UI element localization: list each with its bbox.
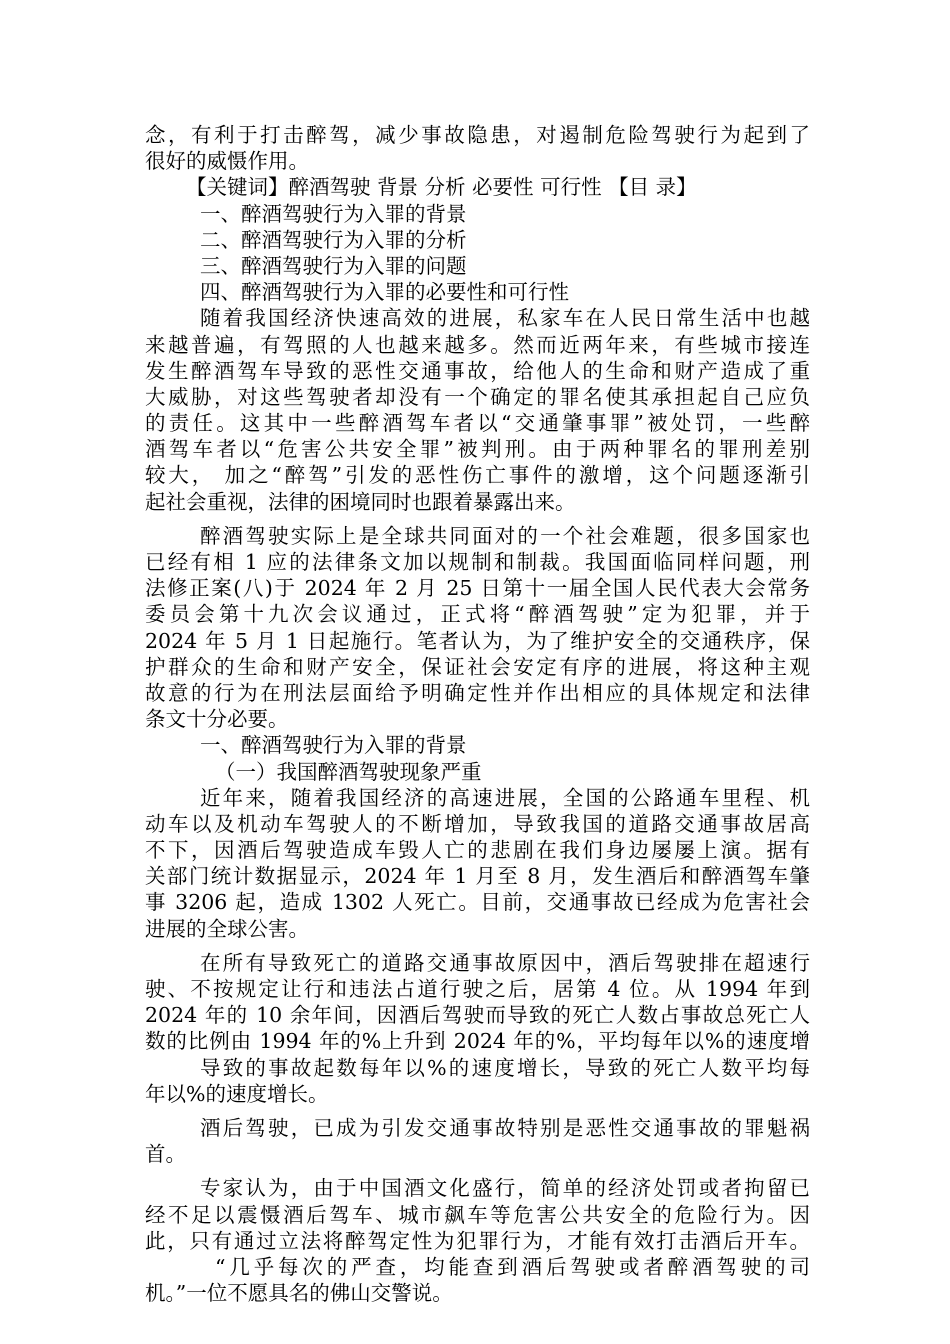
text-line: 专家认为，由于中国酒文化盛行，简单的经济处罚或者拘留已 <box>200 1176 810 1201</box>
text-line: 委员会第十九次会议通过，正式将“醉酒驾驶”定为犯罪，并于 <box>145 602 810 627</box>
text-line: 的责任。这其中一些醉酒驾车者以“交通肇事罪”被处罚，一些醉 <box>145 411 810 436</box>
text-line: 念，有利于打击醉驾，减少事故隐患，对遏制危险驾驶行为起到了 <box>145 123 810 147</box>
text-line: 醉酒驾驶实际上是全球共同面对的一个社会难题，很多国家也 <box>200 523 810 548</box>
text-line: 大威胁，对这些驾驶者却没有一个确定的罪名使其承担起自己应负 <box>145 384 810 409</box>
text-line: 导致的事故起数每年以%的速度增长，导致的死亡人数平均每 <box>200 1055 810 1080</box>
text-line: 事 3206 起，造成 1302 人死亡。目前，交通事故已经成为危害社会 <box>145 890 810 915</box>
section-heading: 一、醉酒驾驶行为入罪的背景 <box>200 733 467 758</box>
text-line: 护群众的生命和财产安全，保证社会安定有序的进展，将这种主观 <box>145 654 810 679</box>
text-line: 2024 年的 10 余年间，因酒后驾驶而导致的死亡人数占事故总死亡人 <box>145 1003 810 1028</box>
text-line: 首。 <box>145 1142 186 1167</box>
subsection-heading: （一）我国醉酒驾驶现象严重 <box>215 759 482 784</box>
text-line: 数的比例由 1994 年的%上升到 2024 年的%，平均每年以%的速度增 <box>145 1029 810 1054</box>
text-line: 酒后驾驶，已成为引发交通事故特别是恶性交通事故的罪魁祸 <box>200 1115 810 1140</box>
toc-item: 三、醉酒驾驶行为入罪的问题 <box>200 253 467 278</box>
text-line: 驶、不按规定让行和违法占道行驶之后，居第 4 位。从 1994 年到 <box>145 977 810 1001</box>
text-line: 酒驾车者以“危害公共安全罪”被判刑。由于两种罪名的罪刑差别 <box>145 437 810 462</box>
text-line: 已经有相 1 应的法律条文加以规制和制裁。我国面临同样问题，刑 <box>145 550 810 574</box>
text-line: 机。”一位不愿具名的佛山交警说。 <box>145 1281 453 1306</box>
text-line: 动车以及机动车驾驶人的不断增加，导致我国的道路交通事故居高 <box>145 811 810 836</box>
toc-item: 一、醉酒驾驶行为入罪的背景 <box>200 201 467 226</box>
text-line: 较大， 加之“醉驾”引发的恶性伤亡事件的激增，这个问题逐渐引 <box>145 463 810 488</box>
text-line: 进展的全球公害。 <box>145 916 309 941</box>
text-line: 随着我国经济快速高效的进展，私家车在人民日常生活中也越 <box>200 306 810 331</box>
text-line: “几乎每次的严查，均能查到酒后驾驶或者醉酒驾驶的司 <box>215 1254 810 1279</box>
text-line: 来越普遍，有驾照的人也越来越多。然而近两年来，有些城市接连 <box>145 332 810 357</box>
text-line: 关部门统计数据显示，2024 年 1 月至 8 月，发生酒后和醉酒驾车肇 <box>145 864 810 889</box>
text-line: 2024 年 5 月 1 日起施行。笔者认为，为了维护安全的交通秩序，保 <box>145 628 810 653</box>
text-line: 近年来，随着我国经济的高速进展，全国的公路通车里程、机 <box>200 785 810 810</box>
text-line: 经不足以震慑酒后驾车、城市飙车等危害公共安全的危险行为。因 <box>145 1202 810 1227</box>
toc-item: 四、醉酒驾驶行为入罪的必要性和可行性 <box>200 280 569 305</box>
text-line: 很好的威慑作用。 <box>145 149 309 174</box>
text-line: 起社会重视，法律的困境同时也跟着暴露出来。 <box>145 489 576 514</box>
toc-item: 二、醉酒驾驶行为入罪的分析 <box>200 227 467 252</box>
text-line: 故意的行为在刑法层面给予明确定性并作出相应的具体规定和法律 <box>145 680 810 705</box>
text-line: 发生醉酒驾车导致的恶性交通事故，给他人的生命和财产造成了重 <box>145 358 810 383</box>
text-line: 不下，因酒后驾驶造成车毁人亡的悲剧在我们身边屡屡上演。据有 <box>145 838 810 863</box>
document-body <box>145 122 810 1306</box>
text-line: 年以%的速度增长。 <box>145 1081 329 1106</box>
text-line: 此，只有通过立法将醉驾定性为犯罪行为，才能有效打击酒后开车。 <box>145 1228 810 1253</box>
text-line: 法修正案(八)于 2024 年 2 月 25 日第十一届全国人民代表大会常务 <box>145 576 810 601</box>
text-line: 条文十分必要。 <box>145 707 289 732</box>
text-line: 在所有导致死亡的道路交通事故原因中，酒后驾驶排在超速行 <box>200 950 810 975</box>
keywords-line: 【关键词】醉酒驾驶 背景 分析 必要性 可行性 【目 录】 <box>186 175 697 200</box>
